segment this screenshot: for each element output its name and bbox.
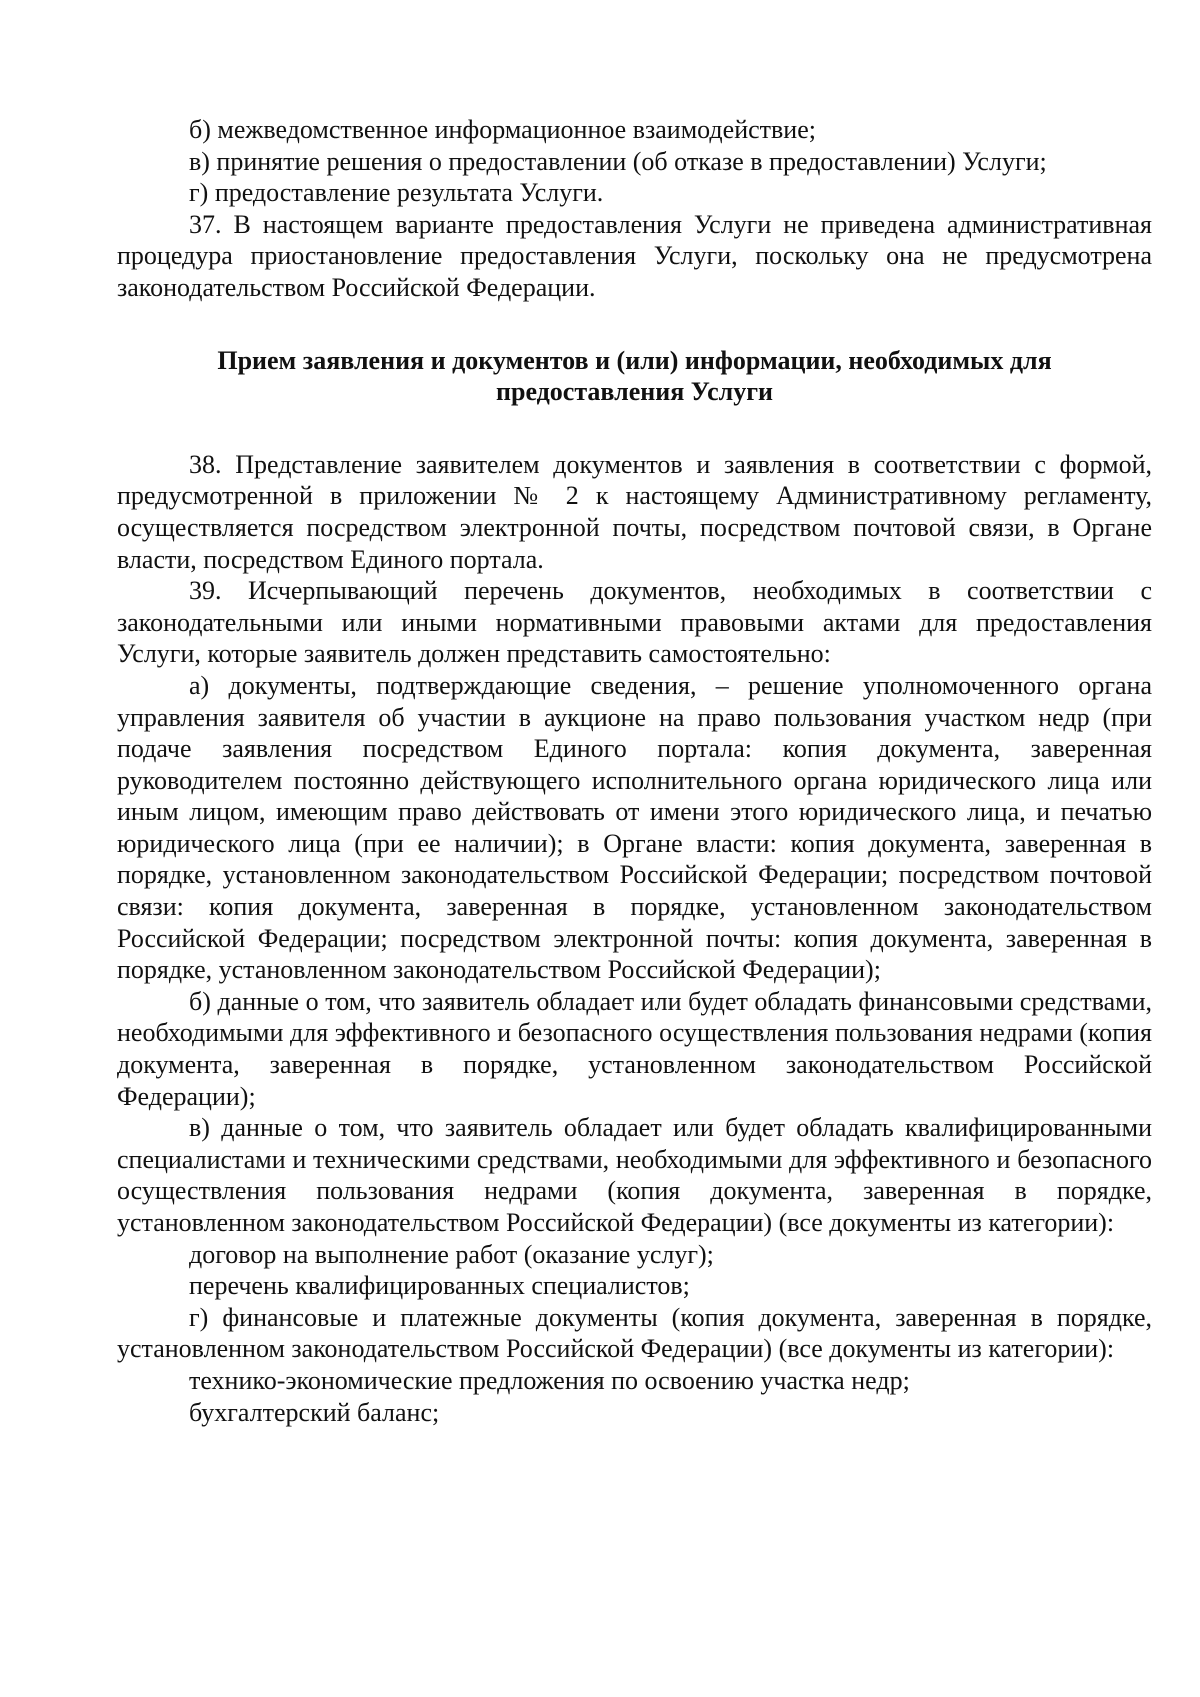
list-item-contract: договор на выполнение работ (оказание услуг); — [189, 1239, 714, 1269]
list-item-specialists: перечень квалифицированных специалистов; — [189, 1271, 690, 1301]
paragraph-item-v-decision: в) принятие решения о предоставлении (об отказе в предоставлении) Услуги; — [189, 146, 1047, 176]
paragraph-39-g: г) финансовые и платежные документы (копия документа, заверенная в порядке, установленном законодательством Российской Федерации) (все документы из категории): — [117, 1302, 1152, 1364]
list-item-balance-sheet: бухгалтерский баланс; — [189, 1397, 440, 1427]
paragraph-item-b-interagency: б) межведомственное информационное взаимодействие; — [189, 115, 816, 144]
paragraph-38: 38. Представление заявителем документов и заявления в соответствии с формой, предусмотренной в приложении № 2 к настоящему Административному регламенту, осуществляется посредством электронной почты, посредством почтовой связи, в Органе власти, посредством Единого портала. — [117, 449, 1152, 574]
paragraph-39-b: б) данные о том, что заявитель обладает или будет обладать финансовыми средствами, необходимыми для эффективного и безопасного осуществления пользования недрами (копия документа, заверенная в порядке, установленном законодательством Российской Федерации); — [117, 986, 1152, 1111]
paragraph-39: 39. Исчерпывающий перечень документов, необходимых в соответствии с законодательными или иными нормативными правовыми актами для предоставления Услуги, которые заявитель должен представить самостоятельно: — [117, 576, 1152, 669]
list-item-proposals: технико-экономические предложения по освоению участка недр; — [189, 1365, 910, 1395]
paragraph-39-v: в) данные о том, что заявитель обладает или будет обладать квалифицированными специалистами и техническими средствами, необходимыми для эффективного и безопасного осуществления пользования недрами (копия документа, заверенная в порядке, установленном законодательством Российской Федерации) (все документы из категории): — [117, 1113, 1152, 1237]
paragraph-39-a: а) документы, подтверждающие сведения, – решение уполномоченного органа управления заявителя об участии в аукционе на право пользования участком недр (при подаче заявления посредством Единого портала: копия документа, заверенная руководителем постоянно действующего исполнительного органа юридического лица или иным лицом, имеющим право действовать от имени этого юридического лица, и печатью юридического лица (при ее наличии); в Органе власти: копия документа, заверенная в порядке, установленном законодательством Российской Федерации; посредством почтовой связи: копия документа, заверенная в порядке, установленном законодательством Российской Федерации; посредством электронной почты: копия документа, заверенная в порядке, установленном законодательством Российской Федерации); — [117, 670, 1152, 985]
paragraph-item-g-result: г) предоставление результата Услуги. — [189, 178, 604, 208]
section-heading: Прием заявления и документов и (или) информации, необходимых для предоставления Услуги — [217, 345, 1052, 407]
paragraph-37: 37. В настоящем варианте предоставления Услуги не приведена административная процедура приостановление предоставления Услуги, поскольку она не предусмотрена законодательством Российской Федерации. — [117, 209, 1152, 302]
document-page — [117, 114, 1152, 1428]
